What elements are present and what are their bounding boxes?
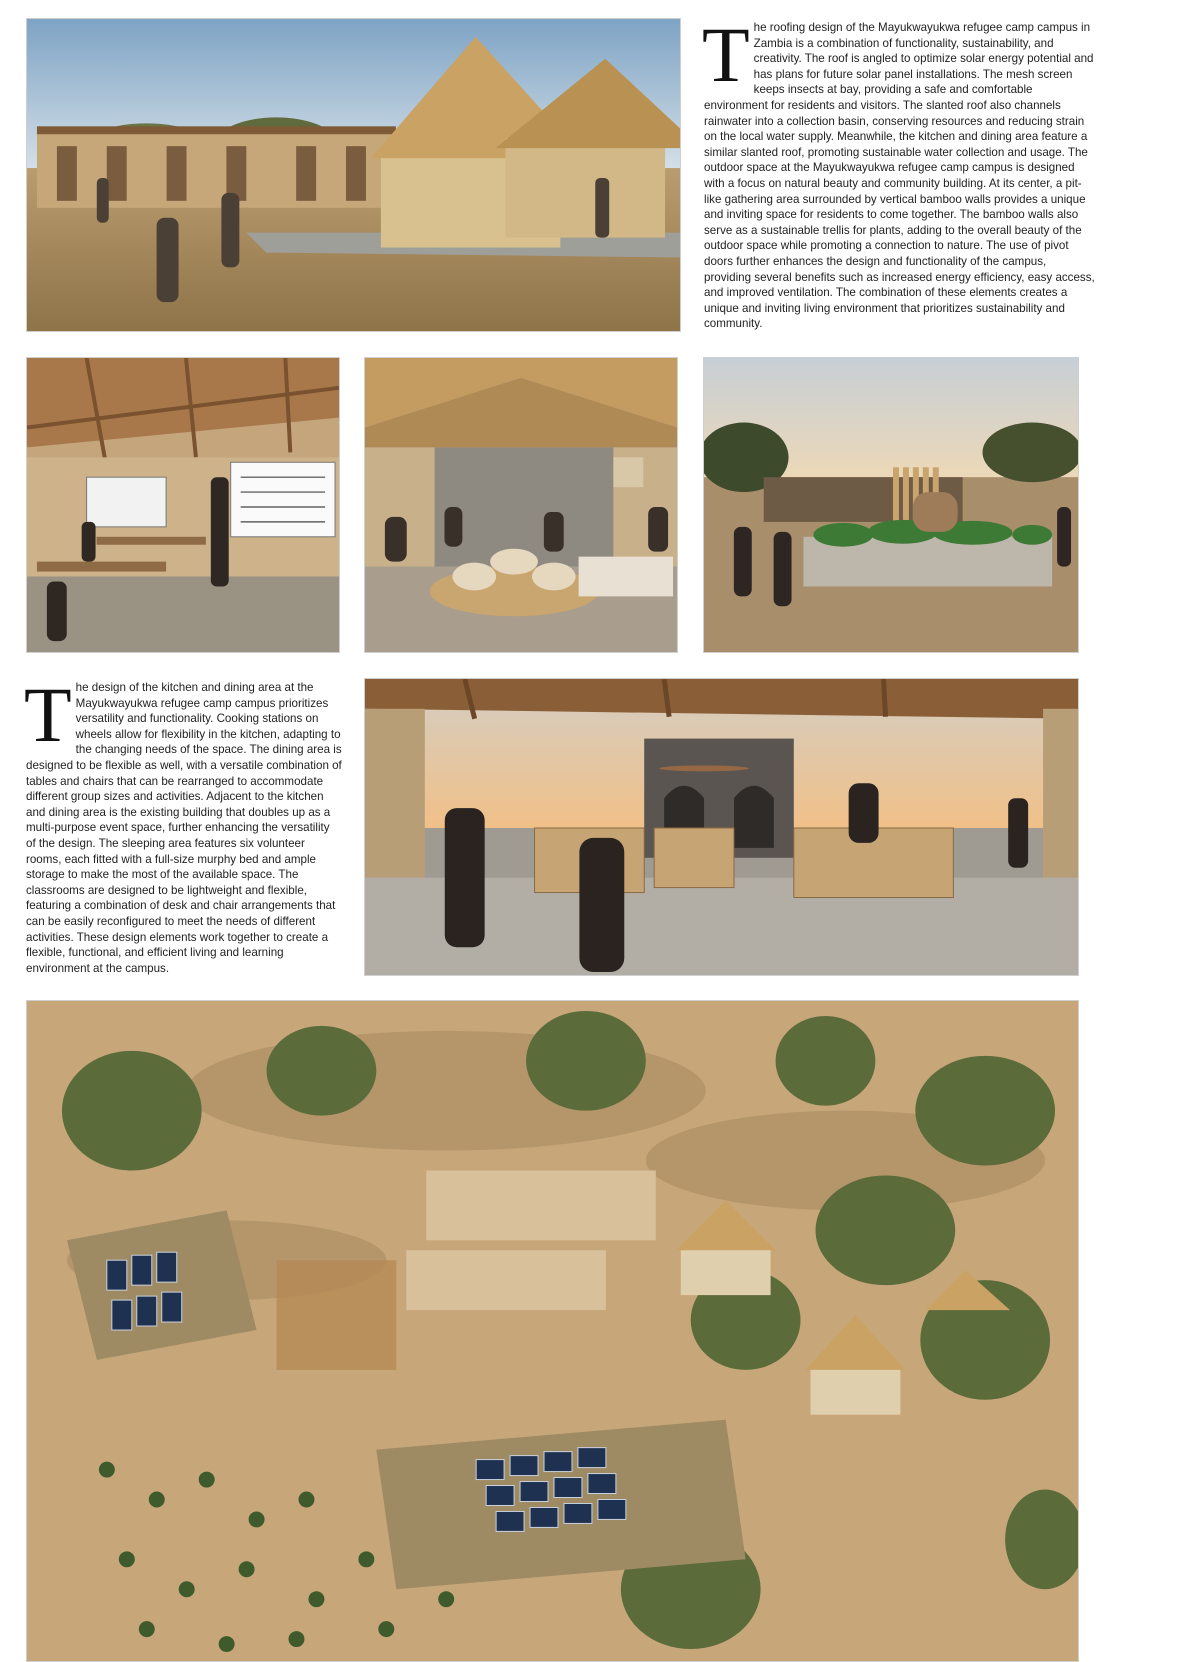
outdoor-garden-render: [703, 357, 1079, 653]
exterior-huts-render: [26, 18, 681, 332]
garden-render-image: [704, 358, 1078, 652]
lounge-hut-render: [364, 357, 678, 653]
classroom-render-image: [27, 358, 339, 652]
aerial-campus-render: [26, 1000, 1079, 1662]
roofing-dropcap: T: [702, 11, 750, 98]
roofing-description: [702, 11, 1096, 332]
kitchen-description: [24, 671, 342, 976]
exterior-render-image: [27, 19, 680, 331]
classroom-render: [26, 357, 340, 653]
aerial-render-image: [27, 1001, 1078, 1661]
roofing-body: he roofing design of the Mayukwayukwa refugee camp campus in Zambia is a combination of functionality, sustainability, and creativity. The roof is angled to optimize solar energy potential and has plans for future solar panel installations. The mesh screen keeps insects at bay, providing a safe and comfortable environment for residents and visitors. The slanted roof also channels rainwater into a collection basin, conserving resources and reducing strain on the local water supply. Meanwhile, the kitchen and dining area feature a similar slanted roof, promoting sustainable water collection and usage. The outdoor space at the Mayukwayukwa refugee camp campus is designed with a focus on natural beauty and community building. At its center, a pit-like gathering area surrounded by vertical bamboo walls provides a unique and inviting space for residents to come together. The bamboo walls also serve as a sustainable trellis for plants, adding to the overall beauty of the outdoor space while promoting a connection to nature. The use of pivot doors further enhances the design and functionality of the campus, providing several benefits such as increased energy efficiency, easy access, and improved ventilation. The combination of these elements creates a unique and inviting living environment that prioritizes sustainability and community.: [704, 21, 1095, 331]
kitchen-dropcap: T: [24, 671, 72, 758]
lounge-render-image: [365, 358, 677, 652]
kitchen-dining-render: [364, 678, 1079, 976]
kitchen-render-image: [365, 679, 1078, 975]
kitchen-body: he design of the kitchen and dining area at the Mayukwayukwa refugee camp campus prioritizes versatility and functionality. Cooking stations on wheels allow for flexibility in the kitchen, adapting to the changing needs of the space. The dining area is designed to be flexible as well, with a versatile combination of tables and chairs that can be rearranged to accommodate different group sizes and activities. Adjacent to the kitchen and dining area is the existing building that doubles up as a multi-purpose event space, further enhancing the versatility of the design. The sleeping area features six volunteer rooms, each fitted with a full-size murphy bed and ample storage to make the most of the available space. The classrooms are designed to be lightweight and flexible, featuring a combination of desk and chair arrangements that can be easily reconfigured to meet the needs of different activities. These design elements work together to create a flexible, functional, and efficient living and learning environment at the campus.: [26, 681, 342, 975]
